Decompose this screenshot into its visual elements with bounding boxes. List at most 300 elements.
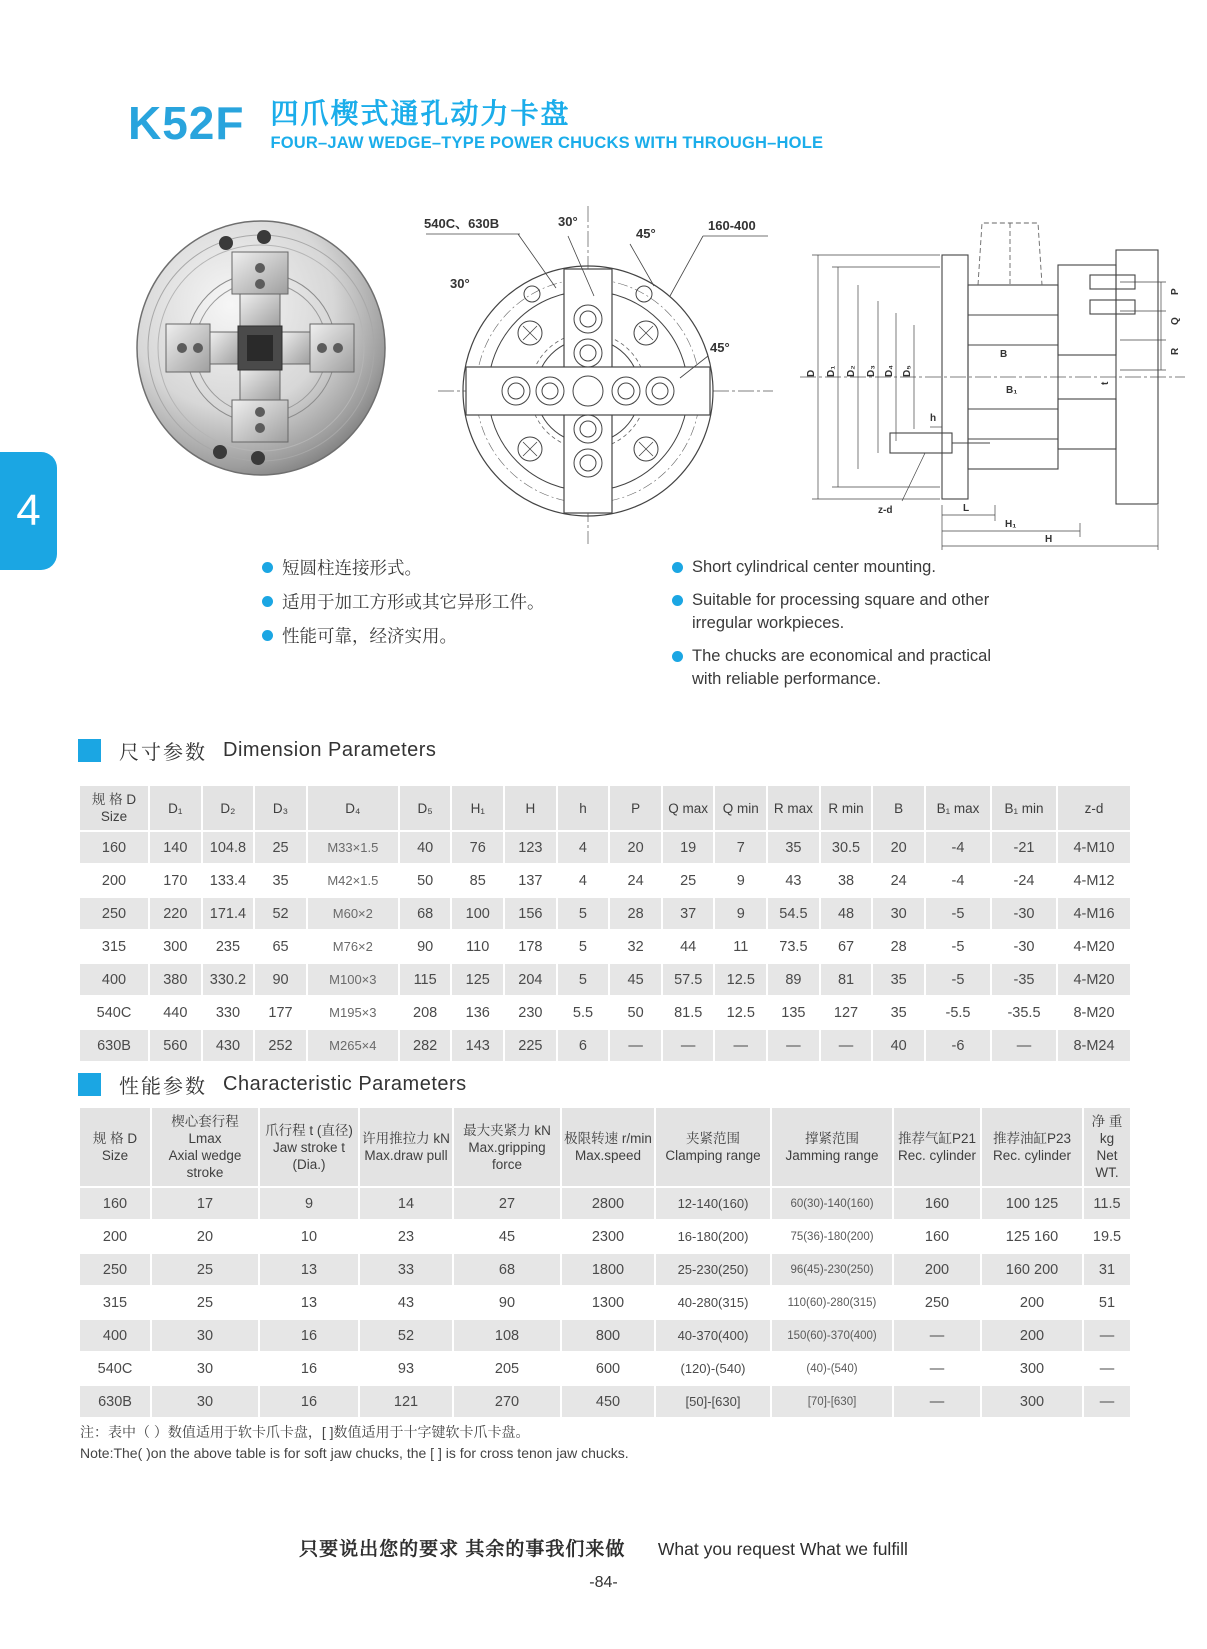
- column-header: H: [505, 786, 556, 830]
- drawing-label: 30°: [558, 214, 578, 229]
- column-header: 推荐气缸P21 Rec. cylinder: [894, 1108, 980, 1186]
- dim-label: H: [1045, 534, 1053, 545]
- column-header: Q min: [715, 786, 766, 830]
- table-cell: 4-M12: [1058, 865, 1130, 896]
- table-cell: 11: [715, 931, 766, 962]
- dim-label: D₄: [884, 365, 895, 377]
- table-cell: -35: [992, 964, 1056, 995]
- table-cell: 17: [152, 1188, 258, 1219]
- table-cell: 12-140(160): [656, 1188, 770, 1219]
- table-cell: 8-M24: [1058, 1030, 1130, 1061]
- feature-text: 短圆柱连接形式。: [282, 558, 422, 578]
- table-cell: -5: [926, 898, 990, 929]
- table-cell: 330: [203, 997, 254, 1028]
- table-cell: 19.5: [1084, 1221, 1130, 1252]
- section-square-icon: [78, 739, 101, 762]
- table-cell: 230: [505, 997, 556, 1028]
- table-cell: 9: [715, 898, 766, 929]
- table-cell: 200: [982, 1287, 1082, 1318]
- table-cell: 51: [1084, 1287, 1130, 1318]
- table-cell: 160: [894, 1188, 980, 1219]
- table-cell: M60×2: [308, 898, 398, 929]
- dim-label: h: [930, 413, 937, 424]
- feature-item: [262, 590, 662, 614]
- column-header: 规 格 D Size: [80, 1108, 150, 1186]
- table-cell: 125 160: [982, 1221, 1082, 1252]
- table-cell: 14: [360, 1188, 452, 1219]
- table-cell: 315: [80, 931, 148, 962]
- feature-text: Suitable for processing square and other irregular workpieces.: [692, 591, 990, 632]
- section-title-zh: 性能参数: [119, 1076, 207, 1098]
- table-cell: 135: [768, 997, 819, 1028]
- table-cell: 43: [360, 1287, 452, 1318]
- features-list-zh: [262, 556, 662, 658]
- dim-label: H₁: [1005, 519, 1017, 530]
- table-row: [80, 898, 1130, 929]
- feature-item: [672, 556, 1002, 579]
- chapter-tab: 4: [0, 452, 57, 570]
- table-row: [80, 931, 1130, 962]
- table-cell: 65: [255, 931, 306, 962]
- table-cell: 40-280(315): [656, 1287, 770, 1318]
- note-en: Note:The( )on the above table is for soft jaw chucks, the [ ] is for cross tenon jaw chucks.: [80, 1445, 629, 1461]
- table-row: [80, 832, 1130, 863]
- table-cell: 45: [454, 1221, 560, 1252]
- table-cell: 540C: [80, 1353, 150, 1384]
- table-cell: 76: [452, 832, 503, 863]
- feature-item: [262, 624, 662, 648]
- table-cell: 250: [80, 1254, 150, 1285]
- table-cell: 4: [558, 865, 609, 896]
- table-cell: 4-M16: [1058, 898, 1130, 929]
- table-cell: —: [663, 1030, 714, 1061]
- bullet-icon: [672, 562, 683, 573]
- table-cell: 121: [360, 1386, 452, 1417]
- column-header: R min: [821, 786, 872, 830]
- table-cell: 200: [894, 1254, 980, 1285]
- column-header: 楔心套行程 Lmax Axial wedge stroke: [152, 1108, 258, 1186]
- table-cell: 270: [454, 1386, 560, 1417]
- feature-item: [672, 645, 1002, 691]
- table-cell: 68: [400, 898, 451, 929]
- table-cell: -4: [926, 832, 990, 863]
- column-header: h: [558, 786, 609, 830]
- table-cell: 5: [558, 931, 609, 962]
- characteristic-table-wrap: [78, 1106, 1132, 1419]
- table-cell: 2800: [562, 1188, 654, 1219]
- table-cell: 430: [203, 1030, 254, 1061]
- drawing-label: 160-400: [708, 218, 756, 233]
- table-cell: 30: [152, 1353, 258, 1384]
- feature-text: 适用于加工方形或其它异形工件。: [282, 592, 545, 612]
- table-cell: 133.4: [203, 865, 254, 896]
- table-row: [80, 1320, 1130, 1351]
- table-cell: —: [1084, 1320, 1130, 1351]
- table-cell: —: [894, 1386, 980, 1417]
- table-cell: -5.5: [926, 997, 990, 1028]
- column-header: D₃: [255, 786, 306, 830]
- table-cell: —: [821, 1030, 872, 1061]
- table-cell: 100: [452, 898, 503, 929]
- table-cell: -5: [926, 964, 990, 995]
- bullet-icon: [262, 630, 273, 641]
- table-cell: 13: [260, 1254, 358, 1285]
- table-cell: 96(45)-230(250): [772, 1254, 892, 1285]
- table-cell: 400: [80, 964, 148, 995]
- feature-text: Short cylindrical center mounting.: [692, 558, 936, 576]
- table-cell: 140: [150, 832, 201, 863]
- dim-label: R: [1170, 347, 1181, 355]
- table-row: [80, 1287, 1130, 1318]
- table-cell: 235: [203, 931, 254, 962]
- table-cell: 137: [505, 865, 556, 896]
- table-cell: M33×1.5: [308, 832, 398, 863]
- table-cell: 73.5: [768, 931, 819, 962]
- table-cell: 11.5: [1084, 1188, 1130, 1219]
- table-cell: -30: [992, 898, 1056, 929]
- table-cell: 40: [873, 1030, 924, 1061]
- table-cell: 81.5: [663, 997, 714, 1028]
- table-cell: —: [715, 1030, 766, 1061]
- column-header: D₁: [150, 786, 201, 830]
- dim-label: B: [1000, 349, 1008, 360]
- table-cell: M100×3: [308, 964, 398, 995]
- table-cell: 300: [982, 1353, 1082, 1384]
- table-cell: 54.5: [768, 898, 819, 929]
- table-cell: 35: [873, 964, 924, 995]
- characteristic-table: [78, 1106, 1132, 1419]
- table-cell: 35: [768, 832, 819, 863]
- table-cell: 25: [663, 865, 714, 896]
- table-cell: M76×2: [308, 931, 398, 962]
- table-cell: 100 125: [982, 1188, 1082, 1219]
- table-cell: 540C: [80, 997, 148, 1028]
- table-cell: 20: [610, 832, 661, 863]
- table-cell: 9: [715, 865, 766, 896]
- dim-label: z-d: [878, 505, 893, 516]
- table-cell: 8-M20: [1058, 997, 1130, 1028]
- table-cell: -5: [926, 931, 990, 962]
- table-cell: 630B: [80, 1030, 148, 1061]
- table-cell: 160: [80, 832, 148, 863]
- features-list-en: [672, 556, 1002, 701]
- table-cell: 110(60)-280(315): [772, 1287, 892, 1318]
- table-row: [80, 1188, 1130, 1219]
- section-title-en: Dimension Parameters: [223, 739, 437, 761]
- table-cell: 75(36)-180(200): [772, 1221, 892, 1252]
- table-cell: 252: [255, 1030, 306, 1061]
- table-cell: 250: [894, 1287, 980, 1318]
- table-cell: 30: [152, 1386, 258, 1417]
- column-header: D₄: [308, 786, 398, 830]
- feature-item: [262, 556, 662, 580]
- section-heading-characteristic: [78, 1070, 467, 1099]
- table-cell: 160: [894, 1221, 980, 1252]
- table-cell: 177: [255, 997, 306, 1028]
- table-cell: 52: [255, 898, 306, 929]
- table-cell: -6: [926, 1030, 990, 1061]
- table-cell: 205: [454, 1353, 560, 1384]
- table-cell: 20: [152, 1221, 258, 1252]
- table-cell: 300: [150, 931, 201, 962]
- table-cell: [70]-[630]: [772, 1386, 892, 1417]
- dimension-table: [78, 784, 1132, 1063]
- table-cell: 4-M20: [1058, 964, 1130, 995]
- column-header: 许用推拉力 kN Max.draw pull: [360, 1108, 452, 1186]
- table-row: [80, 1386, 1130, 1417]
- bullet-icon: [262, 596, 273, 607]
- table-cell: 12.5: [715, 964, 766, 995]
- table-cell: 20: [873, 832, 924, 863]
- table-cell: 600: [562, 1353, 654, 1384]
- dim-label: L: [963, 503, 970, 514]
- table-cell: —: [1084, 1386, 1130, 1417]
- table-cell: 68: [454, 1254, 560, 1285]
- slogan-zh: 只要说出您的要求 其余的事我们来做: [299, 1539, 626, 1560]
- table-cell: 12.5: [715, 997, 766, 1028]
- dim-label: D₂: [846, 365, 857, 377]
- table-cell: 35: [255, 865, 306, 896]
- table-cell: 1300: [562, 1287, 654, 1318]
- section-view-drawing: [790, 205, 1190, 557]
- table-cell: 400: [80, 1320, 150, 1351]
- table-header-row: [80, 1108, 1130, 1186]
- table-cell: 85: [452, 865, 503, 896]
- table-cell: 10: [260, 1221, 358, 1252]
- note-zh: 注：表中（ ）数值适用于软卡爪卡盘，[ ]数值适用于十字键软卡爪卡盘。: [80, 1424, 530, 1440]
- table-cell: —: [894, 1353, 980, 1384]
- drawing-label: 540C、630B: [424, 216, 500, 231]
- table-cell: M265×4: [308, 1030, 398, 1061]
- table-cell: 25-230(250): [656, 1254, 770, 1285]
- table-cell: 315: [80, 1287, 150, 1318]
- table-cell: 110: [452, 931, 503, 962]
- bullet-icon: [672, 595, 683, 606]
- table-cell: 32: [610, 931, 661, 962]
- table-cell: 23: [360, 1221, 452, 1252]
- table-cell: 170: [150, 865, 201, 896]
- section-square-icon: [78, 1073, 101, 1096]
- table-cell: 90: [255, 964, 306, 995]
- table-cell: 67: [821, 931, 872, 962]
- table-cell: -21: [992, 832, 1056, 863]
- table-cell: 27: [454, 1188, 560, 1219]
- table-cell: 4-M20: [1058, 931, 1130, 962]
- column-header: 爪行程 t (直径) Jaw stroke t (Dia.): [260, 1108, 358, 1186]
- table-cell: 127: [821, 997, 872, 1028]
- section-title-zh: 尺寸参数: [119, 742, 207, 764]
- table-cell: 136: [452, 997, 503, 1028]
- column-header: B₁ max: [926, 786, 990, 830]
- dimension-table-wrap: [78, 784, 1132, 1063]
- table-cell: (40)-(540): [772, 1353, 892, 1384]
- footer-slogan: [0, 1534, 1207, 1561]
- dim-label: D₁: [826, 365, 837, 377]
- column-header: Q max: [663, 786, 714, 830]
- table-cell: 104.8: [203, 832, 254, 863]
- table-cell: -24: [992, 865, 1056, 896]
- table-cell: 24: [873, 865, 924, 896]
- table-cell: 16-180(200): [656, 1221, 770, 1252]
- column-header: B₁ min: [992, 786, 1056, 830]
- table-cell: 123: [505, 832, 556, 863]
- feature-text: The chucks are economical and practical with reliable performance.: [692, 647, 991, 688]
- table-cell: 28: [873, 931, 924, 962]
- table-cell: 16: [260, 1353, 358, 1384]
- table-cell: 33: [360, 1254, 452, 1285]
- table-row: [80, 1030, 1130, 1061]
- table-cell: —: [768, 1030, 819, 1061]
- table-row: [80, 1221, 1130, 1252]
- table-cell: 1800: [562, 1254, 654, 1285]
- table-cell: 4-M10: [1058, 832, 1130, 863]
- drawing-label: 45°: [710, 340, 730, 355]
- table-cell: -35.5: [992, 997, 1056, 1028]
- table-cell: 200: [80, 1221, 150, 1252]
- feature-item: [672, 589, 1002, 635]
- table-cell: 250: [80, 898, 148, 929]
- table-cell: 330.2: [203, 964, 254, 995]
- model-code: K52F: [128, 97, 245, 149]
- table-cell: 25: [152, 1254, 258, 1285]
- table-cell: —: [894, 1320, 980, 1351]
- table-cell: 25: [255, 832, 306, 863]
- column-header: D₅: [400, 786, 451, 830]
- table-cell: 90: [400, 931, 451, 962]
- page-number: -84-: [589, 1574, 618, 1591]
- product-title-zh: 四爪楔式通孔动力卡盘: [270, 98, 571, 129]
- table-cell: M195×3: [308, 997, 398, 1028]
- table-cell: (120)-(540): [656, 1353, 770, 1384]
- table-cell: 150(60)-370(400): [772, 1320, 892, 1351]
- table-cell: 5: [558, 898, 609, 929]
- table-cell: 220: [150, 898, 201, 929]
- table-cell: 40-370(400): [656, 1320, 770, 1351]
- dim-label: B₁: [1006, 385, 1018, 396]
- drawing-label: 45°: [636, 226, 656, 241]
- table-notes: [80, 1422, 629, 1464]
- table-cell: 143: [452, 1030, 503, 1061]
- table-header-row: [80, 786, 1130, 830]
- table-cell: 108: [454, 1320, 560, 1351]
- table-cell: —: [1084, 1353, 1130, 1384]
- chuck-photo: [126, 210, 394, 484]
- table-cell: —: [610, 1030, 661, 1061]
- table-cell: 25: [152, 1287, 258, 1318]
- table-cell: 38: [821, 865, 872, 896]
- table-cell: 4: [558, 832, 609, 863]
- column-header: P: [610, 786, 661, 830]
- table-cell: 16: [260, 1386, 358, 1417]
- table-cell: [50]-[630]: [656, 1386, 770, 1417]
- table-cell: 30.5: [821, 832, 872, 863]
- column-header: z-d: [1058, 786, 1130, 830]
- table-cell: 440: [150, 997, 201, 1028]
- column-header: 夹紧范围 Clamping range: [656, 1108, 770, 1186]
- table-cell: 156: [505, 898, 556, 929]
- table-cell: 630B: [80, 1386, 150, 1417]
- table-cell: 44: [663, 931, 714, 962]
- table-cell: 178: [505, 931, 556, 962]
- column-header: 极限转速 r/min Max.speed: [562, 1108, 654, 1186]
- table-cell: 171.4: [203, 898, 254, 929]
- table-cell: 30: [152, 1320, 258, 1351]
- product-title-en: FOUR–JAW WEDGE–TYPE POWER CHUCKS WITH THROUGH–HOLE: [270, 134, 824, 152]
- table-cell: 45: [610, 964, 661, 995]
- table-cell: 204: [505, 964, 556, 995]
- table-cell: 125: [452, 964, 503, 995]
- table-cell: —: [992, 1030, 1056, 1061]
- table-cell: 50: [610, 997, 661, 1028]
- drawing-label: 30°: [450, 276, 470, 291]
- table-cell: 40: [400, 832, 451, 863]
- table-cell: 300: [982, 1386, 1082, 1417]
- table-cell: 6: [558, 1030, 609, 1061]
- table-cell: 2300: [562, 1221, 654, 1252]
- feature-text: 性能可靠，经济实用。: [282, 626, 457, 646]
- table-cell: 93: [360, 1353, 452, 1384]
- table-cell: 50: [400, 865, 451, 896]
- column-header: R max: [768, 786, 819, 830]
- table-cell: 160 200: [982, 1254, 1082, 1285]
- table-cell: 200: [982, 1320, 1082, 1351]
- table-cell: 7: [715, 832, 766, 863]
- table-cell: 115: [400, 964, 451, 995]
- table-row: [80, 964, 1130, 995]
- section-heading-dimension: [78, 736, 436, 765]
- dim-label: Q: [1170, 317, 1181, 325]
- dim-label: P: [1170, 288, 1181, 295]
- slogan-en: What you request What we fulfill: [657, 1539, 908, 1559]
- table-cell: 208: [400, 997, 451, 1028]
- column-header: D₂: [203, 786, 254, 830]
- table-cell: 81: [821, 964, 872, 995]
- table-cell: -30: [992, 931, 1056, 962]
- table-cell: 24: [610, 865, 661, 896]
- table-cell: 160: [80, 1188, 150, 1219]
- table-cell: 5: [558, 964, 609, 995]
- section-title-en: Characteristic Parameters: [223, 1073, 467, 1095]
- table-row: [80, 1254, 1130, 1285]
- table-cell: 13: [260, 1287, 358, 1318]
- table-cell: 560: [150, 1030, 201, 1061]
- table-cell: 89: [768, 964, 819, 995]
- table-row: [80, 997, 1130, 1028]
- table-cell: 52: [360, 1320, 452, 1351]
- dim-label: D₃: [866, 365, 877, 377]
- table-cell: 19: [663, 832, 714, 863]
- table-cell: 35: [873, 997, 924, 1028]
- bullet-icon: [672, 651, 683, 662]
- table-cell: 60(30)-140(160): [772, 1188, 892, 1219]
- table-cell: M42×1.5: [308, 865, 398, 896]
- table-cell: 225: [505, 1030, 556, 1061]
- dim-label: D₅: [902, 365, 913, 377]
- table-cell: 5.5: [558, 997, 609, 1028]
- bullet-icon: [262, 562, 273, 573]
- table-row: [80, 865, 1130, 896]
- dim-label: t: [1100, 381, 1111, 385]
- column-header: 推荐油缸P23 Rec. cylinder: [982, 1108, 1082, 1186]
- table-cell: 30: [873, 898, 924, 929]
- table-cell: 282: [400, 1030, 451, 1061]
- column-header: 规 格 D Size: [80, 786, 148, 830]
- dim-label: D: [806, 369, 817, 377]
- table-cell: 43: [768, 865, 819, 896]
- front-view-drawing: [408, 196, 778, 548]
- table-cell: 90: [454, 1287, 560, 1318]
- table-cell: 450: [562, 1386, 654, 1417]
